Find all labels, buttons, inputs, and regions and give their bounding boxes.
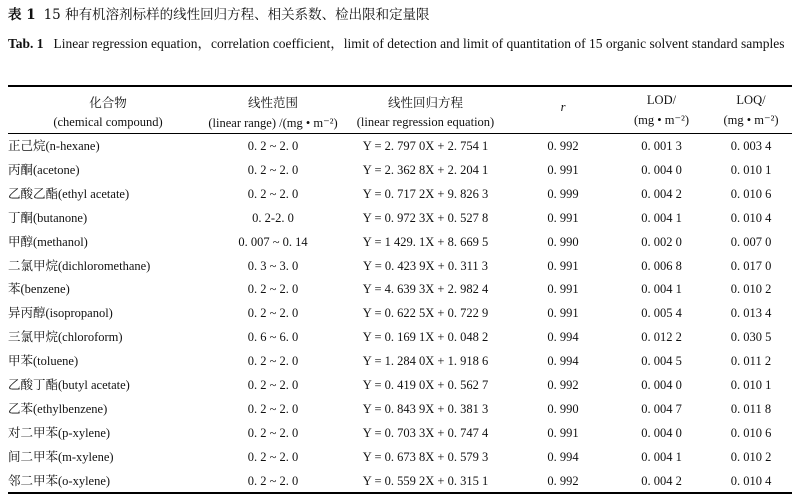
cell-r: 0. 991 xyxy=(547,282,579,297)
header-compound-zh: 化合物 xyxy=(89,96,127,110)
header-compound-en: (chemical compound) xyxy=(53,115,163,129)
caption-en-label: Tab. 1 xyxy=(8,36,44,51)
cell-equation: Y = 1 429. 1X + 8. 669 5 xyxy=(362,234,489,249)
header-loq-zh: LOQ/ xyxy=(736,93,766,107)
cell-loq: 0. 003 4 xyxy=(730,139,772,153)
cell-loq: 0. 010 6 xyxy=(730,425,772,440)
cell-compound: 丙酮(acetone) xyxy=(8,162,80,177)
cell-equation: Y = 1. 284 0X + 1. 918 6 xyxy=(362,354,489,369)
cell-r: 0. 994 xyxy=(547,449,579,464)
table-row xyxy=(8,207,792,231)
cell-lod: 0. 004 2 xyxy=(641,473,682,488)
cell-lod: 0. 005 4 xyxy=(641,306,682,321)
cell-loq: 0. 011 8 xyxy=(730,401,772,416)
header-linear-range-en: (linear range) /(mg • m⁻²) xyxy=(208,116,338,130)
cell-lod: 0. 004 5 xyxy=(641,354,682,369)
cell-loq: 0. 010 1 xyxy=(730,162,772,177)
cell-range: 0. 2 ~ 2. 0 xyxy=(247,378,299,392)
cell-lod: 0. 004 0 xyxy=(641,378,682,392)
cell-r: 0. 994 xyxy=(547,354,579,369)
cell-r: 0. 990 xyxy=(547,234,579,249)
cell-lod: 0. 012 2 xyxy=(641,330,682,345)
cell-compound: 间二甲苯(m-xylene) xyxy=(8,449,114,464)
header-r xyxy=(513,86,613,133)
cell-lod: 0. 004 0 xyxy=(641,162,682,177)
cell-loq: 0. 017 0 xyxy=(730,258,772,273)
table-row xyxy=(8,159,792,183)
caption-zh-label: 表 1 xyxy=(8,7,36,23)
header-linear-range xyxy=(208,86,338,133)
cell-compound: 异丙醇(isopropanol) xyxy=(8,306,113,321)
cell-loq: 0. 030 5 xyxy=(730,330,772,345)
cell-range: 0. 6 ~ 6. 0 xyxy=(247,330,299,345)
cell-range: 0. 2 ~ 2. 0 xyxy=(247,306,299,321)
cell-equation: Y = 0. 169 1X + 0. 048 2 xyxy=(362,330,489,345)
cell-loq: 0. 010 1 xyxy=(730,378,772,392)
table-row xyxy=(8,278,792,302)
header-r-label: r xyxy=(560,100,566,114)
caption-en xyxy=(8,32,792,55)
cell-equation: Y = 0. 559 2X + 0. 315 1 xyxy=(362,473,489,488)
caption-zh xyxy=(8,4,430,26)
cell-loq: 0. 010 2 xyxy=(730,282,772,297)
table-row xyxy=(8,302,792,326)
table-row xyxy=(8,231,792,255)
cell-compound: 对二甲苯(p-xylene) xyxy=(8,425,111,440)
cell-range: 0. 2 ~ 2. 0 xyxy=(247,425,299,440)
cell-compound: 乙酸乙酯(ethyl acetate) xyxy=(8,186,130,201)
cell-lod: 0. 004 0 xyxy=(641,425,682,440)
cell-r: 0. 991 xyxy=(547,162,579,177)
cell-compound: 丁酮(butanone) xyxy=(8,210,88,225)
table-header-rule xyxy=(8,133,792,134)
cell-range: 0. 007 ~ 0. 14 xyxy=(238,234,308,249)
cell-loq: 0. 010 4 xyxy=(730,473,772,488)
cell-loq: 0. 013 4 xyxy=(730,306,772,321)
cell-lod: 0. 004 2 xyxy=(641,186,682,201)
header-linear-range-zh: 线性范围 xyxy=(247,96,298,110)
cell-r: 0. 992 xyxy=(547,139,579,153)
header-loq-en: (mg • m⁻²) xyxy=(723,113,779,127)
cell-compound: 甲苯(toluene) xyxy=(8,354,79,369)
cell-loq: 0. 010 2 xyxy=(730,449,772,464)
cell-lod: 0. 002 0 xyxy=(641,234,682,249)
cell-equation: Y = 0. 423 9X + 0. 311 3 xyxy=(363,258,488,273)
cell-range: 0. 2 ~ 2. 0 xyxy=(247,449,299,464)
header-compound xyxy=(8,86,208,133)
cell-compound: 甲醇(methanol) xyxy=(8,234,88,249)
cell-compound: 正己烷(n-hexane) xyxy=(8,139,100,153)
cell-compound: 乙苯(ethylbenzene) xyxy=(8,401,108,416)
cell-lod: 0. 004 1 xyxy=(641,210,682,225)
cell-loq: 0. 011 2 xyxy=(730,354,772,369)
cell-range: 0. 2 ~ 2. 0 xyxy=(247,354,299,369)
table-bottom-rule xyxy=(8,492,792,494)
cell-r: 0. 999 xyxy=(547,186,579,201)
cell-lod: 0. 004 1 xyxy=(641,282,682,297)
caption-zh-text: 15 种有机溶剂标样的线性回归方程、相关系数、检出限和定量限 xyxy=(43,7,430,23)
header-regression-equation-en: (linear regression equation) xyxy=(356,115,495,129)
cell-r: 0. 992 xyxy=(547,378,579,392)
cell-compound: 邻二甲苯(o-xylene) xyxy=(8,473,111,488)
cell-range: 0. 2 ~ 2. 0 xyxy=(247,186,299,201)
cell-range: 0. 2 ~ 2. 0 xyxy=(247,139,299,153)
cell-lod: 0. 004 1 xyxy=(641,449,682,464)
cell-r: 0. 994 xyxy=(547,330,579,345)
table-row xyxy=(8,398,792,422)
cell-equation: Y = 0. 419 0X + 0. 562 7 xyxy=(362,378,489,392)
cell-range: 0. 2 ~ 2. 0 xyxy=(247,401,299,416)
cell-range: 0. 2 ~ 2. 0 xyxy=(247,473,299,488)
cell-r: 0. 991 xyxy=(547,425,579,440)
cell-range: 0. 2-2. 0 xyxy=(252,210,294,225)
cell-r: 0. 991 xyxy=(547,306,579,321)
cell-loq: 0. 010 6 xyxy=(730,186,772,201)
cell-equation: Y = 0. 972 3X + 0. 527 8 xyxy=(362,210,489,225)
cell-r: 0. 990 xyxy=(547,401,579,416)
table-row xyxy=(8,374,792,398)
cell-range: 0. 2 ~ 2. 0 xyxy=(247,162,299,177)
cell-compound: 三氯甲烷(chloroform) xyxy=(8,330,123,345)
cell-range: 0. 3 ~ 3. 0 xyxy=(247,258,299,273)
cell-r: 0. 992 xyxy=(547,473,579,488)
table-row xyxy=(8,446,792,470)
header-regression-equation xyxy=(338,86,513,133)
cell-compound: 苯(benzene) xyxy=(8,282,70,297)
cell-equation: Y = 0. 673 8X + 0. 579 3 xyxy=(362,449,489,464)
cell-equation: Y = 2. 797 0X + 2. 754 1 xyxy=(362,139,489,153)
cell-r: 0. 991 xyxy=(547,258,579,273)
table-row xyxy=(8,350,792,374)
cell-lod: 0. 006 8 xyxy=(641,258,682,273)
cell-loq: 0. 010 4 xyxy=(730,210,772,225)
cell-equation: Y = 2. 362 8X + 2. 204 1 xyxy=(362,162,489,177)
table-row xyxy=(8,326,792,350)
header-loq xyxy=(710,86,792,133)
cell-lod: 0. 001 3 xyxy=(641,139,682,153)
cell-compound: 二氯甲烷(dichloromethane) xyxy=(8,258,151,273)
cell-loq: 0. 007 0 xyxy=(730,234,772,249)
caption-en-text: Linear regression equation，correlation coefficient，limit of detection and limit of quantitation of 15 organic solvent standard samples xyxy=(53,36,785,51)
cell-equation: Y = 0. 622 5X + 0. 722 9 xyxy=(362,306,489,321)
table-row xyxy=(8,183,792,207)
cell-compound: 乙酸丁酯(butyl acetate) xyxy=(8,378,130,392)
header-lod-zh: LOD/ xyxy=(646,93,677,107)
cell-equation: Y = 0. 843 9X + 0. 381 3 xyxy=(362,401,489,416)
cell-lod: 0. 004 7 xyxy=(641,401,682,416)
header-lod xyxy=(613,86,710,133)
cell-equation: Y = 0. 703 3X + 0. 747 4 xyxy=(362,425,489,440)
table-row xyxy=(8,422,792,446)
cell-range: 0. 2 ~ 2. 0 xyxy=(247,282,299,297)
table-row xyxy=(8,470,792,494)
cell-equation: Y = 0. 717 2X + 9. 826 3 xyxy=(362,186,489,201)
header-lod-en: (mg • m⁻²) xyxy=(634,113,689,127)
cell-r: 0. 991 xyxy=(547,210,579,225)
table-row xyxy=(8,135,792,159)
header-regression-equation-zh: 线性回归方程 xyxy=(387,96,463,110)
cell-equation: Y = 4. 639 3X + 2. 982 4 xyxy=(362,282,489,297)
table-row xyxy=(8,255,792,279)
